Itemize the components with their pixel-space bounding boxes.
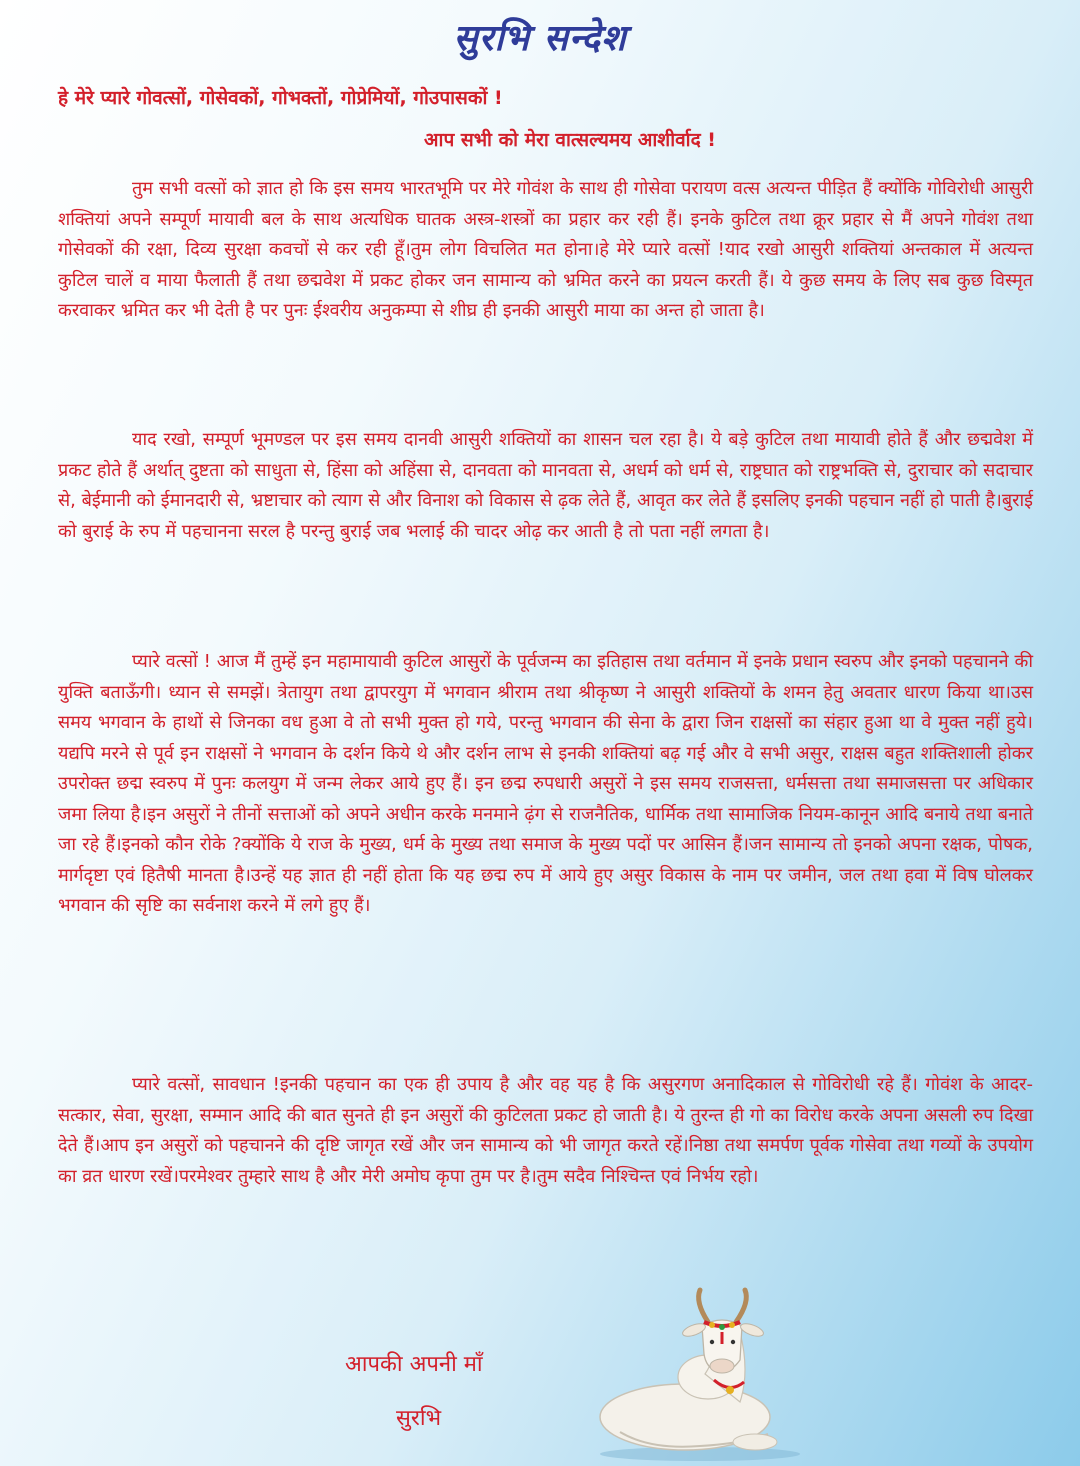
salutation: हे मेरे प्यारे गोवत्सों, गोसेवकों, गोभक्तों, गोप्रेमियों, गोउपासकों ! — [58, 87, 503, 109]
signature-line: आपकी अपनी माँ — [345, 1352, 483, 1377]
page-title: सुरभि सन्देश — [453, 17, 627, 59]
paragraph-2: याद रखो, सम्पूर्ण भूमण्डल पर इस समय दानवी आसुरी शक्तियों का शासन चल रहा है। ये बड़े कुटिल तथा मायावी होते हैं और छद्मवेश में प्रकट होते हैं अर्थात् दुष्टता को साधुता से, हिंसा को अहिंसा से, दानवता को मानवता से, अधर्म को धर्म से, राष्ट्रघात को राष्ट्रभक्ति से, दुराचार को सदाचार से, बेईमानी को ईमानदारी से, भ्रष्टाचार को त्याग से और विनाश को विकास से ढ़क लेते हैं, आवृत कर लेते हैं इसलिए इनकी पहचान नहीं हो पाती है।बुराई को बुराई के रुप में पहचानना सरल है परन्तु बुराई जब भलाई की चादर ओढ़ कर आती है तो पता नहीं लगता है। — [58, 429, 1033, 542]
blessing-line: आप सभी को मेरा वात्सल्यमय आशीर्वाद ! — [424, 129, 716, 151]
paragraph-4: प्यारे वत्सों, सावधान !इनकी पहचान का एक ही उपाय है और वह यह है कि असुरगण अनादिकाल से गोविरोधी रहे हैं। गोवंश के आदर-सत्कार, सेवा, सुरक्षा, सम्मान आदि की बात सुनते ही इन असुरों की कुटिलता प्रकट हो जाती है। ये तुरन्त ही गो का विरोध करके अपना असली रुप दिखा देते हैं।आप इन असुरों को पहचानने की दृष्टि जागृत रखें और जन सामान्य को भी जागृत करते रहें।निष्ठा तथा समर्पण पूर्वक गोसेवा तथा गव्यों के उपयोग का व्रत धारण रखें।परमेश्वर तुम्हारे साथ है और मेरी अमोघ कृपा तुम पर है।तुम सदैव निश्चिन्त एवं निर्भय रहो। — [58, 1074, 1033, 1187]
paragraph-1: तुम सभी वत्सों को ज्ञात हो कि इस समय भारतभूमि पर मेरे गोवंश के साथ ही गोसेवा परायण वत्स अत्यन्त पीड़ित हैं क्योंकि गोविरोधी आसुरी शक्तियां अपने सम्पूर्ण मायावी बल के साथ अत्यधिक घातक अस्त्र-शस्त्रों का प्रहार कर रही हैं। इनके कुटिल तथा क्रूर प्रहार से मैं अपने गोवंश तथा गोसेवकों की रक्षा, दिव्य सुरक्षा कवचों से कर रही हूँ।तुम लोग विचलित मत होना।हे मेरे प्यारे वत्सों !याद रखो आसुरी शक्तियां अन्तकाल में अत्यन्त कुटिल चालें व माया फैलाती हैं तथा छद्मवेश में प्रकट होकर जन सामान्य को भ्रमित करने का प्रयत्न करती हैं। ये कुछ समय के लिए सब कुछ विस्मृत करवाकर भ्रमित कर भी देती है पर पुनः ईश्वरीय अनुकम्पा से शीघ्र ही इनकी आसुरी माया का अन्त हो जाता है। — [58, 178, 1033, 321]
signature-name: सुरभि — [396, 1406, 442, 1431]
paragraph-3: प्यारे वत्सों ! आज मैं तुम्हें इन महामायावी कुटिल आसुरों के पूर्वजन्म का इतिहास तथा वर्तमान में इनके प्रधान स्वरुप और इनको पहचानने की युक्ति बताऊँगी। ध्यान से समझें। त्रेतायुग तथा द्वापरयुग में भगवान श्रीराम तथा श्रीकृष्ण ने आसुरी शक्तियों के शमन हेतु अवतार धारण किया था।उस समय भगवान के हाथों से जिनका वध हुआ वे तो सभी मुक्त हो गये, परन्तु भगवान की सेना के द्वारा जिन राक्षसों का संहार हुआ था वे मुक्त नहीं हुये। यद्यपि मरने से पूर्व इन राक्षसों ने भगवान के दर्शन किये थे और दर्शन लाभ से इनकी शक्तियां बढ़ गई और वे सभी असुर, राक्षस बहुत शक्तिशाली होकर उपरोक्त छद्म स्वरुप में पुनः कलयुग में जन्म लेकर आये हुए हैं। इन छद्म रुपधारी असुरों ने इस समय राजसत्ता, धर्मसत्ता तथा समाजसत्ता पर अधिकार जमा लिया है।इन असुरों ने तीनों सत्ताओं को अपने अधीन करके मनमाने ढ़ंग से राजनैतिक, धार्मिक तथा सामाजिक नियम-कानून आदि बनाये तथा बनाते जा रहे हैं।इनको कौन रोके ?क्योंकि ये राज के मुख्य, धर्म के मुख्य तथा समाज के मुख्य पदों पर आसिन हैं।जन सामान्य तो इनको अपना रक्षक, पोषक, मार्गदृष्टा एवं हितैषी मानता है।उन्हें यह ज्ञात ही नहीं होता कि यह छद्म रुप में आये हुए असुर विकास के नाम पर जमीन, जल तथा हवा में विष घोलकर भगवान की सृष्टि का सर्वनाश करने में लगे हुए हैं। — [58, 651, 1033, 916]
cow-illustration-icon — [590, 1282, 810, 1462]
